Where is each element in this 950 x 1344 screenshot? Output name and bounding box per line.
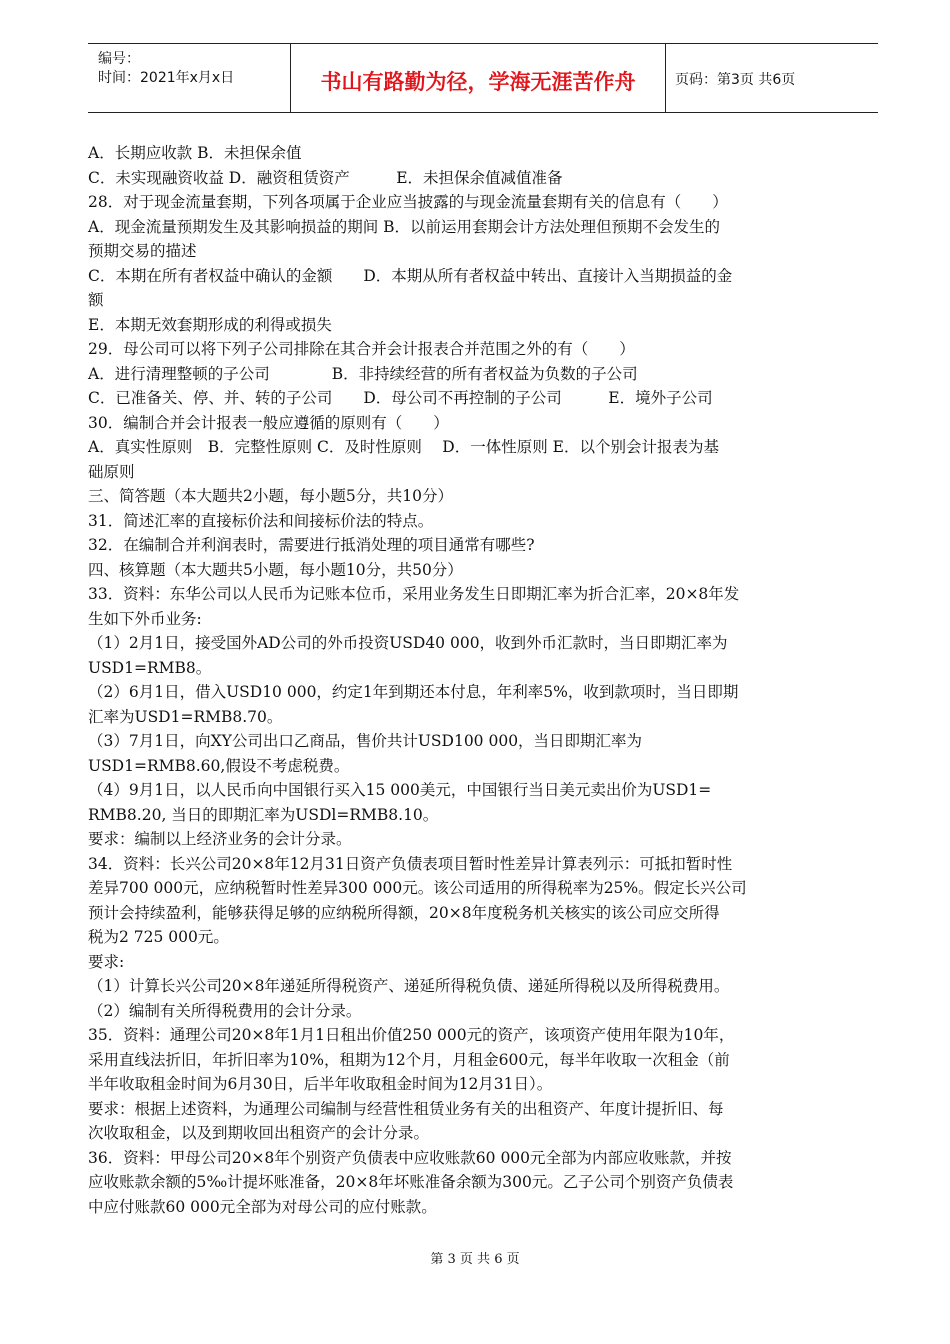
text-line: （2）6月1日，借入USD10 000，约定1年到期还本付息，年利率5%，收到款项时，当日即期 — [88, 683, 739, 701]
text-line: A．现金流量预期发生及其影响损益的期间 B．以前运用套期会计方法处理但预期不会发生的 — [88, 217, 721, 236]
text-line: C．本期在所有者权益中确认的金额 D．本期从所有者权益中转出、直接计入当期损益的金 — [88, 266, 733, 285]
text-line: 汇率为USD1=RMB8.70。 — [88, 707, 283, 726]
text-line: 29．母公司可以将下列子公司排除在其合并会计报表合并范围之外的有（ ） — [88, 340, 635, 358]
text-line: USD1=RMB8。 — [88, 658, 212, 677]
text-line: 采用直线法折旧，年折旧率为10%，租期为12个月，月租金600元，每半年收取一次租金（前 — [88, 1050, 730, 1069]
text-line: 预期交易的描述 — [88, 242, 197, 260]
text-line: 33．资料：东华公司以人民币为记账本位币，采用业务发生日即期汇率为折合汇率，20×8年发 — [88, 585, 740, 603]
text-line: 31．简述汇率的直接标价法和间接标价法的特点。 — [88, 511, 434, 530]
text-line: 应收账款余额的5‰计提坏账准备，20×8年坏账准备余额为300元。乙子公司个别资产负债表 — [88, 1173, 734, 1191]
text-line: 础原则 — [88, 462, 135, 481]
text-line: 半年收取租金时间为6月30日，后半年收取租金时间为12月31日）。 — [88, 1075, 553, 1093]
serial-label: 编号： — [98, 51, 140, 67]
text-line: E．本期无效套期形成的利得或损失 — [88, 315, 332, 334]
text-line: 30．编制合并会计报表一般应遵循的原则有（ ） — [88, 413, 449, 432]
text-line: 要求：编制以上经济业务的会计分录。 — [88, 830, 352, 848]
text-line: 四、核算题（本大题共5小题，每小题10分，共50分） — [88, 560, 463, 579]
text-line: 中应付账款60 000元全部为对母公司的应付账款。 — [88, 1197, 437, 1216]
text-line: 34．资料：长兴公司20×8年12月31日资产负债表项目暂时性差异计算表列示：可抵扣暂时性 — [88, 854, 733, 873]
time-label: 时间：2021年x月x日 — [98, 70, 235, 86]
text-line: 28．对于现金流量套期，下列各项属于企业应当披露的与现金流量套期有关的信息有（ ） — [88, 193, 728, 211]
page-header — [88, 43, 878, 113]
text-line: 要求：根据上述资料，为通理公司编制与经营性租赁业务有关的出租资产、年度计提折旧、每 — [88, 1099, 724, 1118]
text-line: （4）9月1日，以人民币向中国银行买入15 000美元，中国银行当日美元卖出价为USD1= — [88, 781, 712, 799]
text-line: 差异700 000元，应纳税暂时性差异300 000元。该公司适用的所得税率为25%。假定长兴公司 — [88, 879, 747, 897]
text-line: （2）编制有关所得税费用的会计分录。 — [88, 1001, 362, 1020]
text-line: 35．资料：通理公司20×8年1月1日租出价值250 000元的资产，该项资产使用年限为10年， — [88, 1026, 735, 1044]
text-line: RMB8.20, 当日的即期汇率为USDl=RMB8.10。 — [88, 805, 439, 824]
text-line: 32．在编制合并利润表时，需要进行抵消处理的项目通常有哪些? — [88, 536, 535, 554]
header-motto-cell — [290, 44, 666, 112]
document-body — [88, 141, 880, 1219]
text-line: （3）7月1日，向XY公司出口乙商品，售价共计USD100 000，当日即期汇率为 — [88, 732, 643, 750]
text-line: 要求: — [88, 952, 125, 971]
page-footer: 第 3 页 共 6 页 — [430, 1252, 520, 1267]
text-line: 生如下外币业务: — [88, 609, 202, 628]
text-line: 36．资料：甲母公司20×8年个别资产负债表中应收账款60 000元全部为内部应收账款，并按 — [88, 1148, 732, 1167]
header-page-cell — [665, 44, 878, 112]
text-line: 额 — [88, 291, 104, 309]
text-line: （1）2月1日，接受国外AD公司的外币投资USD40 000，收到外币汇款时，当日即期汇率为 — [88, 634, 728, 652]
header-info-cell — [88, 44, 290, 112]
text-line: C．已准备关、停、并、转的子公司 D．母公司不再控制的子公司 E．境外子公司 — [88, 389, 713, 407]
text-line: 税为2 725 000元。 — [88, 928, 229, 946]
text-line: A．真实性原则 B．完整性原则 C．及时性原则 D．一体性原则 E．以个别会计报表为基 — [88, 438, 719, 456]
page-number-label: 页码：第3页 共6页 — [675, 72, 796, 88]
text-line: A．进行清理整顿的子公司 B．非持续经营的所有者权益为负数的子公司 — [88, 364, 638, 383]
text-line: （1）计算长兴公司20×8年递延所得税资产、递延所得税负债、递延所得税以及所得税费用。 — [88, 977, 730, 995]
text-line: 次收取租金，以及到期收回出租资产的会计分录。 — [88, 1124, 430, 1142]
text-line: USD1=RMB8.60,假设不考虑税费。 — [88, 756, 350, 775]
text-line: 三、简答题（本大题共2小题，每小题5分，共10分） — [88, 487, 453, 505]
text-line: 预计会持续盈利，能够获得足够的应纳税所得额，20×8年度税务机关核实的该公司应交所得 — [88, 903, 720, 922]
motto: 书山有路勤为径，学海无涯苦作舟 — [320, 70, 636, 94]
text-line: A．长期应收款 B．未担保余值 — [88, 144, 302, 162]
text-line: C．未实现融资收益 D．融资租赁资产 E．未担保余值减值准备 — [88, 168, 563, 187]
